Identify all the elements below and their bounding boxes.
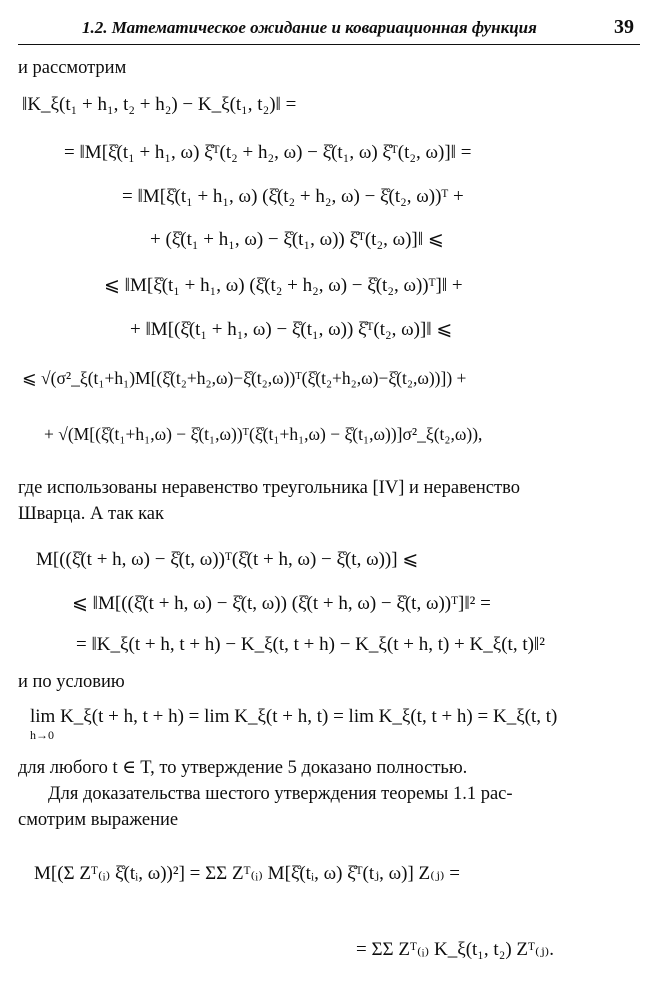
equation-line-2: = ‖M[ξ̊(t₁ + h₁, ω) ξ̊ᵀ(t₂ + h₂, ω) − ξ̊(t₁, ω) ξ̊ᵀ(t₂, ω)]‖ = <box>64 142 472 163</box>
for-any-text: для любого t ∈ T, то утверждение 5 доказано полностью. <box>18 758 468 778</box>
intro-text: и рассмотрим <box>18 58 127 78</box>
equation-line-8: + √(M[(ξ̊(t₁+h₁,ω) − ξ̊(t₁,ω))ᵀ(ξ̊(t₁+h₁,ω) − ξ̊(t₁,ω))]σ²_ξ(t₂,ω)), <box>44 424 483 444</box>
equation-line-7: ⩽ √(σ²_ξ(t₁+h₁)M[(ξ̊(t₂+h₂,ω)−ξ̊(t₂,ω))ᵀ(ξ̊(t₂+h₂,ω)−ξ̊(t₂,ω))]) + <box>22 368 467 388</box>
proof6-text-line-2: смотрим выражение <box>18 810 179 830</box>
equation-line-13: M[(Σ Zᵀ₍ᵢ₎ ξ̊(tᵢ, ω))²] = ΣΣ Zᵀ₍ᵢ₎ M[ξ̊(tᵢ, ω) ξ̊ᵀ(tⱼ, ω)] Z₍ⱼ₎ = <box>34 863 460 884</box>
equation-line-1: ‖K_ξ(t₁ + h₁, t₂ + h₂) − K_ξ(t₁, t₂)‖ = <box>22 94 297 115</box>
equation-line-4: + (ξ̊(t₁ + h₁, ω) − ξ̊(t₁, ω)) ξ̊ᵀ(t₂, ω)]‖ ⩽ <box>150 229 444 250</box>
page-number: 39 <box>614 16 634 38</box>
limit-subscript: h→0 <box>30 728 54 742</box>
equation-line-12: lim K_ξ(t + h, t + h) = lim K_ξ(t + h, t) = lim K_ξ(t, t + h) = K_ξ(t, t) <box>30 706 558 727</box>
where-text-line-2: Шварца. А так как <box>18 504 165 524</box>
equation-line-11: = ‖K_ξ(t + h, t + h) − K_ξ(t, t + h) − K_ξ(t + h, t) + K_ξ(t, t)‖² <box>76 634 545 655</box>
running-header <box>18 10 640 46</box>
equation-line-14: = ΣΣ Zᵀ₍ᵢ₎ K_ξ(t₁, t₂) Zᵀ₍ⱼ₎. <box>356 939 555 960</box>
equation-line-6: + ‖M[(ξ̊(t₁ + h₁, ω) − ξ̊(t₁, ω)) ξ̊ᵀ(t₂, ω)]‖ ⩽ <box>130 319 453 340</box>
header-rule <box>18 44 640 45</box>
equation-line-9: M[((ξ̊(t + h, ω) − ξ̊(t, ω))ᵀ(ξ̊(t + h, ω) − ξ̊(t, ω))] ⩽ <box>36 549 419 570</box>
proof6-text-line-1: Для доказательства шестого утверждения теоремы 1.1 рас- <box>48 784 513 804</box>
by-condition-text: и по условию <box>18 672 125 692</box>
where-text-line-1: где использованы неравенство треугольника [IV] и неравенство <box>18 478 520 498</box>
equation-line-5: ⩽ ‖M[ξ̊(t₁ + h₁, ω) (ξ̊(t₂ + h₂, ω) − ξ̊(t₂, ω))ᵀ]‖ + <box>104 275 463 296</box>
equation-line-10: ⩽ ‖M[((ξ̊(t + h, ω) − ξ̊(t, ω)) (ξ̊(t + h, ω) − ξ̊(t, ω))ᵀ]‖² = <box>72 593 491 614</box>
equation-line-3: = ‖M[ξ̊(t₁ + h₁, ω) (ξ̊(t₂ + h₂, ω) − ξ̊(t₂, ω))ᵀ + <box>122 186 464 207</box>
section-title: 1.2. Математическое ожидание и ковариационная функция <box>82 18 537 37</box>
